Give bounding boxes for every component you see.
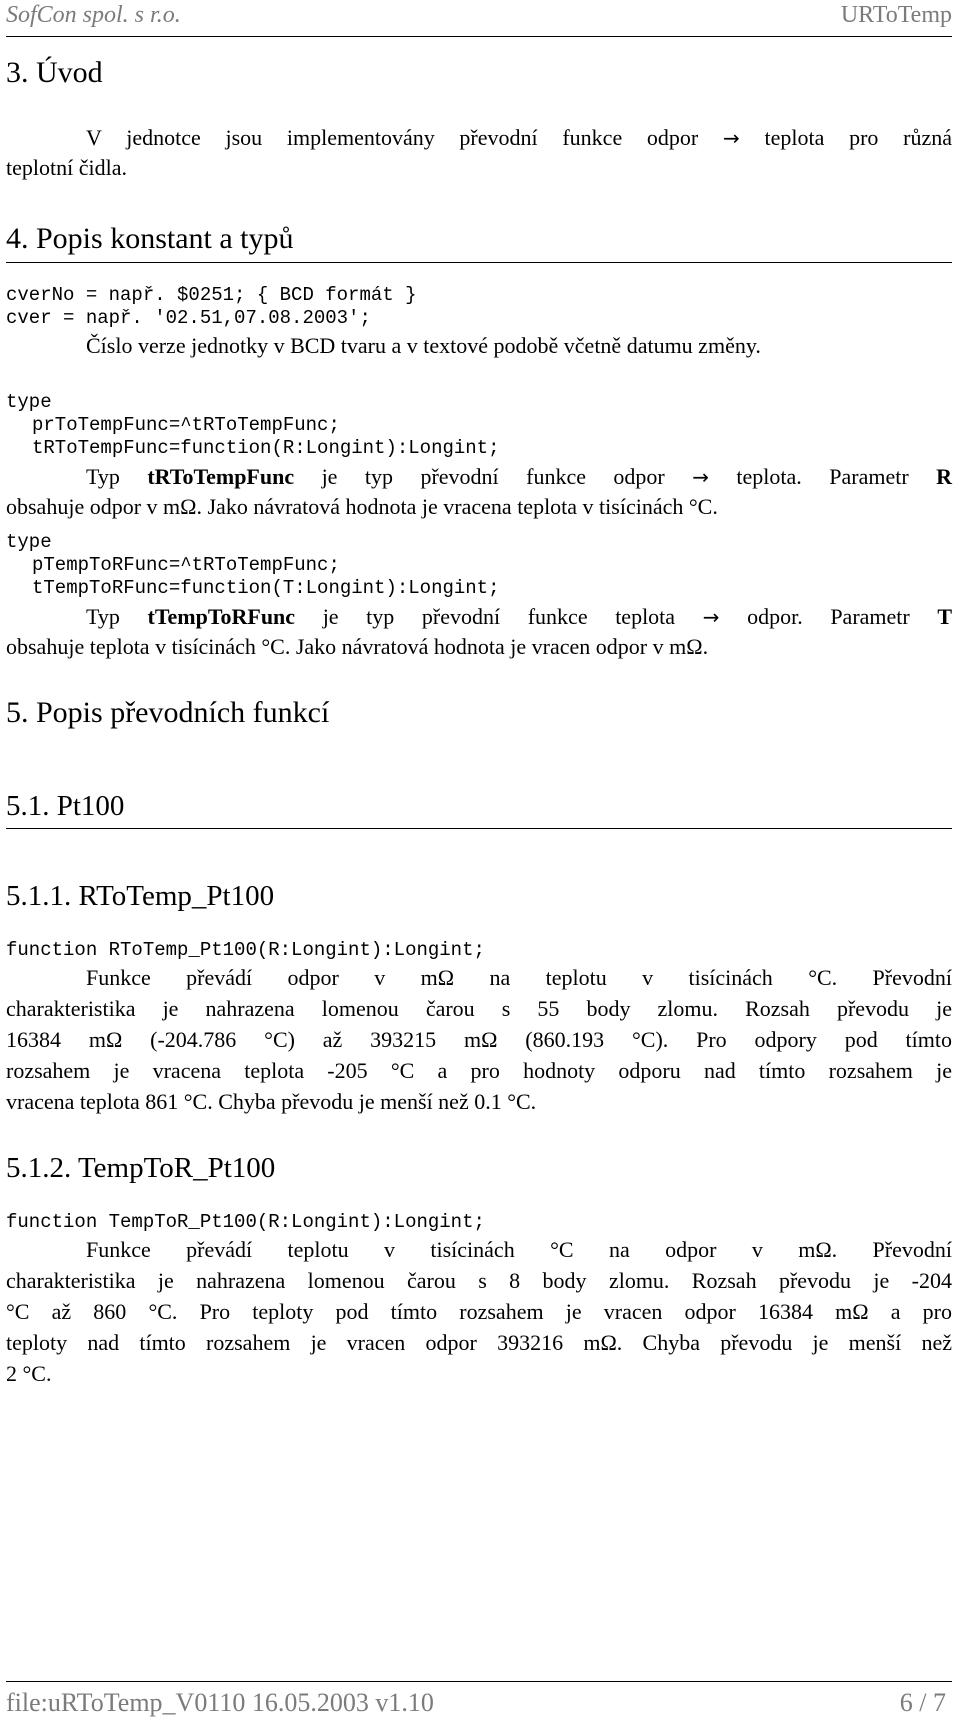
param-name: R <box>936 464 952 489</box>
header-company: SofCon spol. s r.o. <box>6 2 181 28</box>
f1-line1: Funkce převádí odpor v mΩ na teplotu v tisícinách °C. Převodní <box>86 965 952 990</box>
footer-file: file:uRToTemp_V0110 16.05.2003 v1.10 <box>6 1688 434 1717</box>
code-type1-line2: tRToTempFunc=function(R:Longint):Longint; <box>32 437 500 459</box>
type-name: tRToTempFunc <box>147 464 295 489</box>
type-name: tTempToRFunc <box>147 604 296 629</box>
section-4-rule <box>6 262 952 263</box>
para-text: V jednotce jsou implementovány převodní funkce odpor <box>86 125 699 150</box>
code-type-keyword: type <box>6 391 52 413</box>
header-rule <box>6 36 952 37</box>
desc-text: teplota. Parametr <box>736 464 909 489</box>
f2-signature: function TempToR_Pt100(R:Longint):Longint; <box>6 1211 485 1233</box>
desc-text: je typ převodní funkce odpor <box>321 464 665 489</box>
code-cver: cver = např. '02.51,07.08.2003'; <box>6 307 371 329</box>
type1-desc-line1 <box>6 464 952 490</box>
section-5-1-title: 5.1. Pt100 <box>6 790 125 822</box>
code-type2-line1: pTempToRFunc=^tRToTempFunc; <box>32 554 340 576</box>
arrow-right-icon: → <box>692 465 709 489</box>
section-4-title: 4. Popis konstant a typů <box>6 222 294 255</box>
para-text: teplota pro různá <box>764 125 952 150</box>
desc-text: Typ <box>86 464 120 489</box>
param-name: T <box>937 604 953 629</box>
section-5-1-2-title: 5.1.2. TempToR_Pt100 <box>6 1152 276 1184</box>
type2-desc-line1 <box>6 604 952 630</box>
f2-line4: teploty nad tímto rozsahem je vracen odpor 393216 mΩ. Chyba převodu je menší než <box>6 1330 952 1355</box>
section-3-para-line1 <box>6 125 952 151</box>
type1-desc-line2: obsahuje odpor v mΩ. Jako návratová hodnota je vracena teplota v tisícinách °C. <box>6 494 718 519</box>
cver-description: Číslo verze jednotky v BCD tvaru a v textové podobě včetně datumu změny. <box>86 333 761 358</box>
f2-line3: °C až 860 °C. Pro teploty pod tímto rozsahem je vracen odpor 16384 mΩ a pro <box>6 1299 952 1324</box>
section-3-title: 3. Úvod <box>6 56 103 89</box>
desc-text: odpor. Parametr <box>747 604 910 629</box>
section-5-1-rule <box>6 828 952 829</box>
f2-line1: Funkce převádí teplotu v tisícinách °C na odpor v mΩ. Převodní <box>86 1237 952 1262</box>
f2-line5: 2 °C. <box>6 1361 52 1386</box>
footer-page-number: 6 / 7 <box>899 1688 946 1717</box>
code-type-keyword: type <box>6 531 52 553</box>
f1-signature: function RToTemp_Pt100(R:Longint):Longint; <box>6 939 485 961</box>
footer-rule <box>6 1681 952 1682</box>
section-5-title: 5. Popis převodních funkcí <box>6 696 330 729</box>
f1-line5: vracena teplota 861 °C. Chyba převodu je menší než 0.1 °C. <box>6 1089 537 1114</box>
arrow-right-icon: → <box>723 126 740 150</box>
code-type1-line1: prToTempFunc=^tRToTempFunc; <box>32 414 340 436</box>
desc-text: Typ <box>86 604 120 629</box>
f1-line2: charakteristika je nahrazena lomenou čarou s 55 body zlomu. Rozsah převodu je <box>6 996 952 1021</box>
section-3-para-line2: teplotní čidla. <box>6 155 127 180</box>
desc-text: je typ převodní funkce teplota <box>322 604 676 629</box>
f1-line3: 16384 mΩ (-204.786 °C) až 393215 mΩ (860.193 °C). Pro odpory pod tímto <box>6 1027 952 1052</box>
header-product: URToTemp <box>840 2 952 28</box>
f2-line2: charakteristika je nahrazena lomenou čarou s 8 body zlomu. Rozsah převodu je -204 <box>6 1268 952 1293</box>
section-5-1-1-title: 5.1.1. RToTemp_Pt100 <box>6 880 275 912</box>
arrow-right-icon: → <box>702 605 720 629</box>
f1-line4: rozsahem je vracena teplota -205 °C a pro hodnoty odporu nad tímto rozsahem je <box>6 1058 952 1083</box>
type2-desc-line2: obsahuje teplota v tisícinách °C. Jako návratová hodnota je vracen odpor v mΩ. <box>6 634 709 659</box>
code-type2-line2: tTempToRFunc=function(T:Longint):Longint; <box>32 577 500 599</box>
code-cverno: cverNo = např. $0251; { BCD formát } <box>6 284 417 306</box>
